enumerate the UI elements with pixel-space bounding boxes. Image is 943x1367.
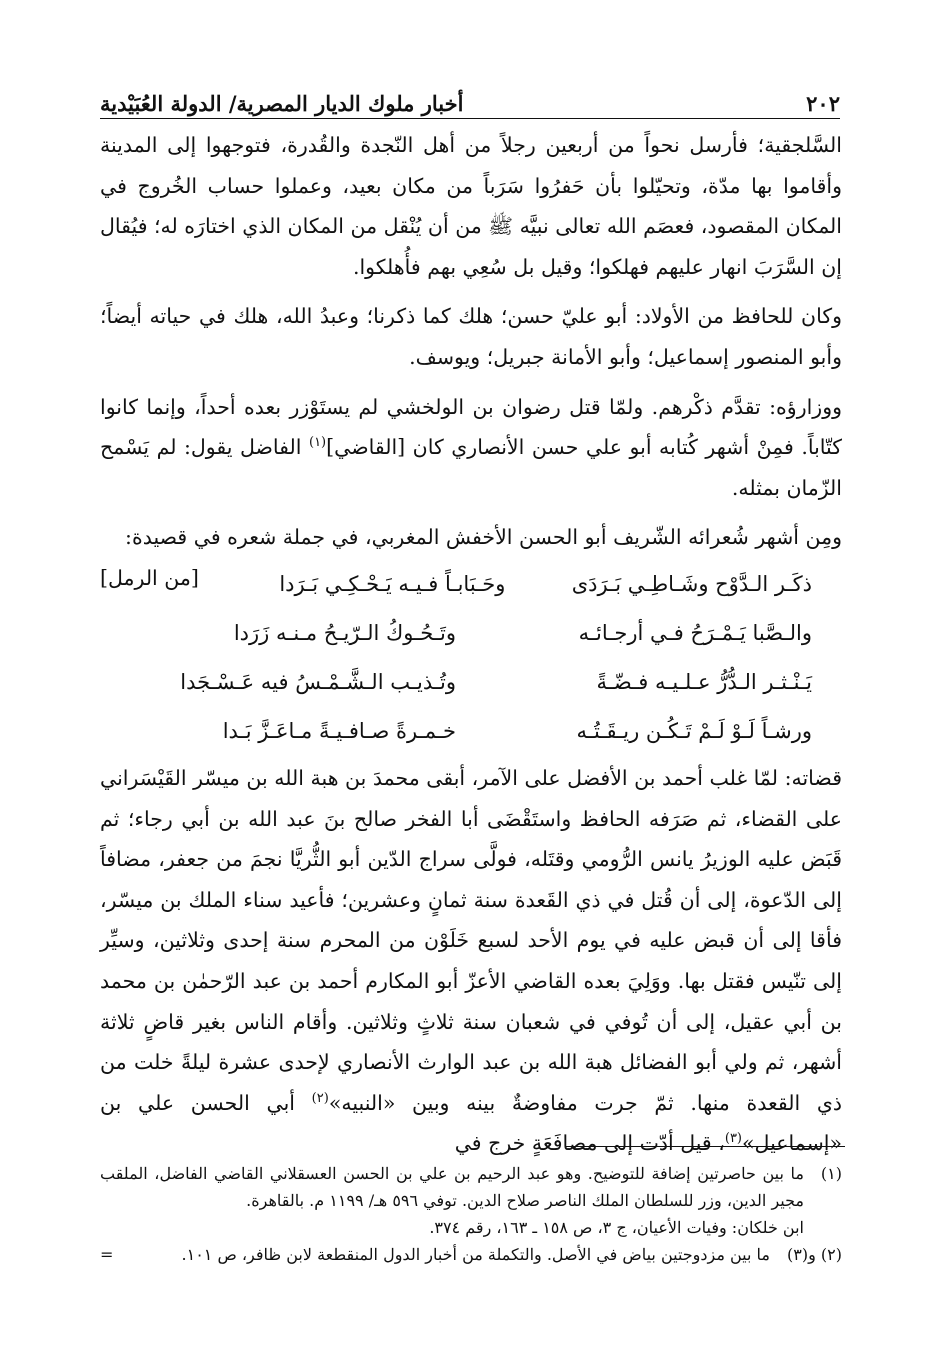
verse-first-half: ذكَـر الـدَّوْح وشَـاطِـي بَـرَدَى [571, 571, 812, 596]
running-title: أخبار ملوك الديار المصرية/ الدولة العُبَيْدية [100, 91, 464, 116]
paragraph-3-text-b: الفاضل يقول: لم يَسْمح الزّمان بمثله. [100, 435, 842, 500]
footnote-2-3 [100, 1241, 842, 1268]
paragraph-1: السَّلجقية؛ فأرسل نحواً من أربعين رجلاً من أهل النّجدة والقُدرة، فتوجهوا إلى المدينة وأقاموا بها مدّة، وتحيّلوا بأن حَفرُوا سَرَباً من مكان بعيد، وعملوا حساب الخُروج في المكان المقصود، فعصَم الله تعالى نبيَّه ﷺ من أن يُنْقل من المكان الذي اختارَه له؛ فيُقال إن السَّرَبَ انهار عليهم فهلكوا؛ وقيل بل سُعِي بهم فأُهلكوا. [100, 133, 842, 279]
paragraph-2: وكان للحافظ من الأولاد: أبو عليّ حسن؛ هلك كما ذكرنا؛ وعبدُ الله، هلك في حياته أيضاً؛ وأبو المنصور إسماعيل؛ وأبو الأمانة جبريل؛ ويوسف. [100, 304, 842, 369]
page-header [100, 82, 840, 119]
footnote-number: (١) [820, 1164, 842, 1183]
footnote-text: ما بين مزدوجتين بياض في الأصل. والتكملة من أخبار الدول المنقطعة لابن ظافر، ص ١٠١. [181, 1245, 770, 1264]
page-number: ٢٠٢ [806, 91, 840, 116]
poem-verse [199, 562, 842, 607]
poem-verse [100, 709, 842, 754]
paragraph-5 [100, 758, 842, 1164]
footnote-ref-3[interactable]: (٣) [724, 1131, 742, 1147]
verse-second-half: خـمـرةً صـافـيـةً مـاعَـزَّ بَـدا [222, 718, 456, 743]
paragraph-5-text-c: ، قيل أدّت إلى مصافَعَةٍ خرج في [454, 1131, 725, 1156]
paragraph-3-text-a: ووزارؤه: تقدَّم ذكْرهم. ولمّا قتل رضوان بن الولخشي لم يستَوْزر بعده أحداً، وإنما كانوا كتّاباً. فمِنْ أشهر كُتابه أبو علي حسن الأنصاري كان [القاضي] [100, 394, 842, 460]
footnote-separator [565, 1146, 845, 1147]
poem-verse [100, 611, 842, 656]
verse-first-half: يَـنْـثـر الـدُّرُّ عـلـيـه فـضّـةً [596, 669, 812, 694]
main-text [100, 125, 842, 1173]
poem-meter: [من الرمل] [100, 565, 199, 590]
footnote-ref-1[interactable]: (١) [308, 435, 327, 451]
verse-second-half: وتَـحُـوكُ الـرّيـحُ مـنـه زَرَدا [233, 620, 456, 645]
paragraph-5-text-b: أبي الحسن علي بن «إسماعيل» [100, 1090, 842, 1156]
paragraph-4-text: ومِن أشهر شُعرائه الشّريف أبو الحسن الأخفش المغربي، في جملة شعره في قصيدة: [125, 525, 842, 550]
poem-verse [100, 660, 842, 705]
verse-second-half: وحَـبَابـاً فـيـه يَـحْـكِـي بَـرَدا [279, 571, 506, 596]
poem [100, 562, 842, 754]
footnotes [100, 1160, 842, 1268]
paragraph-5-text-a: قضاته: لمّا غلب أحمد بن الأفضل على الآمر، أبقى محمدَ بن هبة الله بن ميسّر القَيْسَراني على القضاء، ثم صَرَفه الحافظ واستَقْضَى أبا الفخر صالح بنَ عبد الله بن أبي رجاء؛ ثم قَبَض عليه الوزيرُ يانس الرُّومي وقتَله، فولَّى سراج الدّين أبو الثُّريَّا نجمَ من جعفر، مضافاً إلى الدّعوة، إلى أن قُتل في ذي القَعدة سنة ثمانٍ وعشرين؛ فأعيد سناء الملك بن ميسّر، فأقا إلى أن قبض عليه في يوم الأحد لسبع خَلَوْن من المحرم سنة إحدى وثلاثين، وسيِّر إلى تنّيس فقتل بها. ووَلِيَ بعده القاضي الأعزّ أبو المكارم أحمد بن عبد الرّحمٰن بن محمد بن أبي عقيل، إلى أن تُوفي في شعبان سنة ثلاثٍ وثلاثين. وأقام الناس بغير قاضٍ ثلاثة أشهر، ثم ولي أبو الفضائل هبة الله بن عبد الوارث الأنصاري لإحدى عشرة ليلةً خلت من ذي القعدة منها. ثمّ جرت مفاوضةٌ بينه وبين «النبيه» [100, 765, 843, 1115]
continuation-mark: = [100, 1245, 114, 1264]
verse-first-half: ورشـاً لَـوْ لَـمْ تَـكُـن ريـقَـتُـه [576, 718, 812, 743]
verse-first-half: والـصَّبا يَـمْـرَحُ فـي أرجـائـه [578, 620, 812, 645]
footnote-number: (٢) و(٣) [787, 1245, 842, 1264]
footnote-1 [100, 1160, 842, 1214]
verse-second-half: وتُـذيـب الـشَّـمْـسُ فيه عَـسْـجَدا [180, 669, 456, 694]
footnote-text: ما بين حاصرتين إضافة للتوضيح. وهو عبد الرحيم بن علي بن الحسن العسقلاني القاضي الفاضل، الملقب مجير الدين، وزر للسلطان الملك الناصر صلاح الدين. توفي ٥٩٦ هـ/ ١١٩٩ م. بالقاهرة. [100, 1164, 804, 1210]
footnote-1-continuation: ابن خلكان: وفيات الأعيان، ج ٣، ص ١٥٨ ـ ١٦٣، رقم ٣٧٤. [429, 1218, 804, 1237]
paragraph-3 [100, 387, 842, 509]
footnote-ref-2[interactable]: (٢) [311, 1090, 329, 1106]
